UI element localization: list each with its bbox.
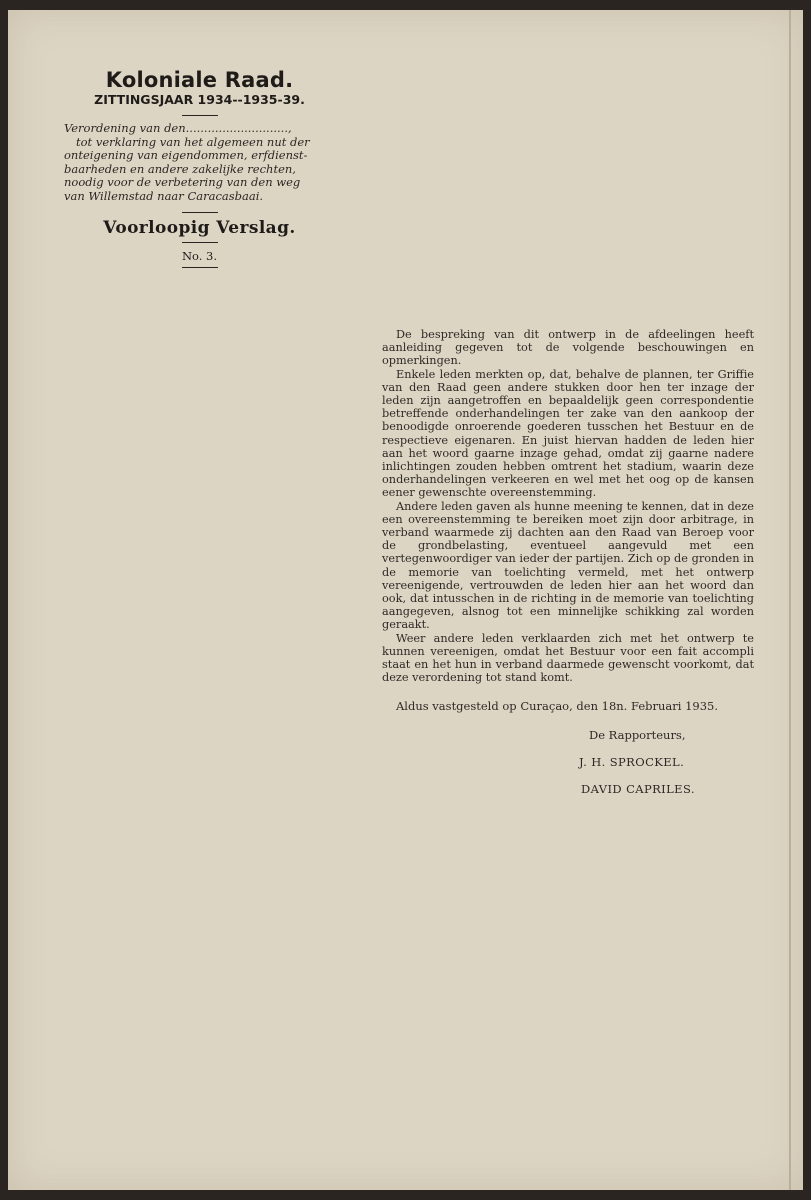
document-header — [62, 68, 337, 268]
signatory-name: DAVID CAPRILES. — [581, 782, 695, 797]
report-number: No. 3. — [181, 248, 218, 263]
council-title: Koloniale Raad. — [105, 68, 294, 92]
body-paragraph: De bespreking van dit ontwerp in de afdeelingen heeft aanleiding gegeven tot de volgende beschouwingen en opmerkingen. — [382, 328, 754, 368]
divider-rule — [182, 242, 218, 243]
body-paragraph: Enkele leden merkten op, dat, behalve de plannen, ter Griffie van den Raad geen andere stukken door hen ter inzage der leden zijn aangetroffen en bepaaldelijk geen correspondentie betreffende onderhandelingen ter zake van den aankoop der benoodigde onroerende goederen tusschen het Bestuur en de respectieve eigenaren. En juist hiervan hadden de leden hier aan het woord gaarne inzage gehad, omdat zij gaarne nadere inlichtingen zouden hebben omtrent het stadium, waarin deze onderhandelingen verkeeren en wel met het oog op de kansen eener gewenschte overeenstemming. — [382, 367, 754, 500]
report-title: Voorloopig Verslag. — [103, 217, 296, 238]
session-year: ZITTINGSJAAR 1934--1935-39. — [94, 92, 305, 107]
subject-line: noodig voor de verbetering van den weg — [64, 175, 301, 190]
report-body — [382, 328, 754, 796]
subject-line: tot verklaring van het algemeen nut der — [76, 134, 310, 149]
divider-rule — [182, 212, 218, 213]
body-paragraph: Andere leden gaven als hunne meening te kennen, dat in deze een overeenstemming te bereiken moet zijn door arbitrage, in verband waarmede zij dachten aan den Raad van Beroep voor de grondbelasting, eventueel aangevuld met een vertegenwoordiger van ieder der partijen. Zich op de gronden in de memorie van toelichting vermeld, met het ontwerp vereenigende, vertrouwden de leden hier aan het woord dan ook, dat intusschen in de richting in de memorie van toelichting aangegeven, alsnog tot een minnelijke schikking zal worden geraakt. — [382, 499, 754, 632]
divider-rule — [182, 267, 218, 268]
divider-rule — [182, 115, 218, 116]
subject-line: onteigening van eigendommen, erfdienst- — [64, 148, 308, 163]
subject-line: van Willemstad naar Caracasbaai. — [64, 188, 264, 203]
closing-statement: Aldus vastgesteld op Curaçao, den 18n. Februari 1935. — [396, 699, 719, 714]
page-edge-line — [789, 10, 791, 1190]
rapporteurs-heading: De Rapporteurs, — [589, 727, 686, 742]
subject-line: baarheden en andere zakelijke rechten, — [64, 161, 296, 176]
ordinance-subject — [62, 122, 337, 204]
signatory-name: J. H. SPROCKEL. — [579, 754, 685, 769]
subject-line: Verordening van den............................, — [64, 121, 292, 135]
body-paragraph: Weer andere leden verklaarden zich met het ontwerp te kunnen vereenigen, omdat het Bestuur voor een fait accompli staat en het hun in verband daarmede gewenscht voorkomt, dat deze verordening tot stand komt. — [382, 631, 754, 685]
